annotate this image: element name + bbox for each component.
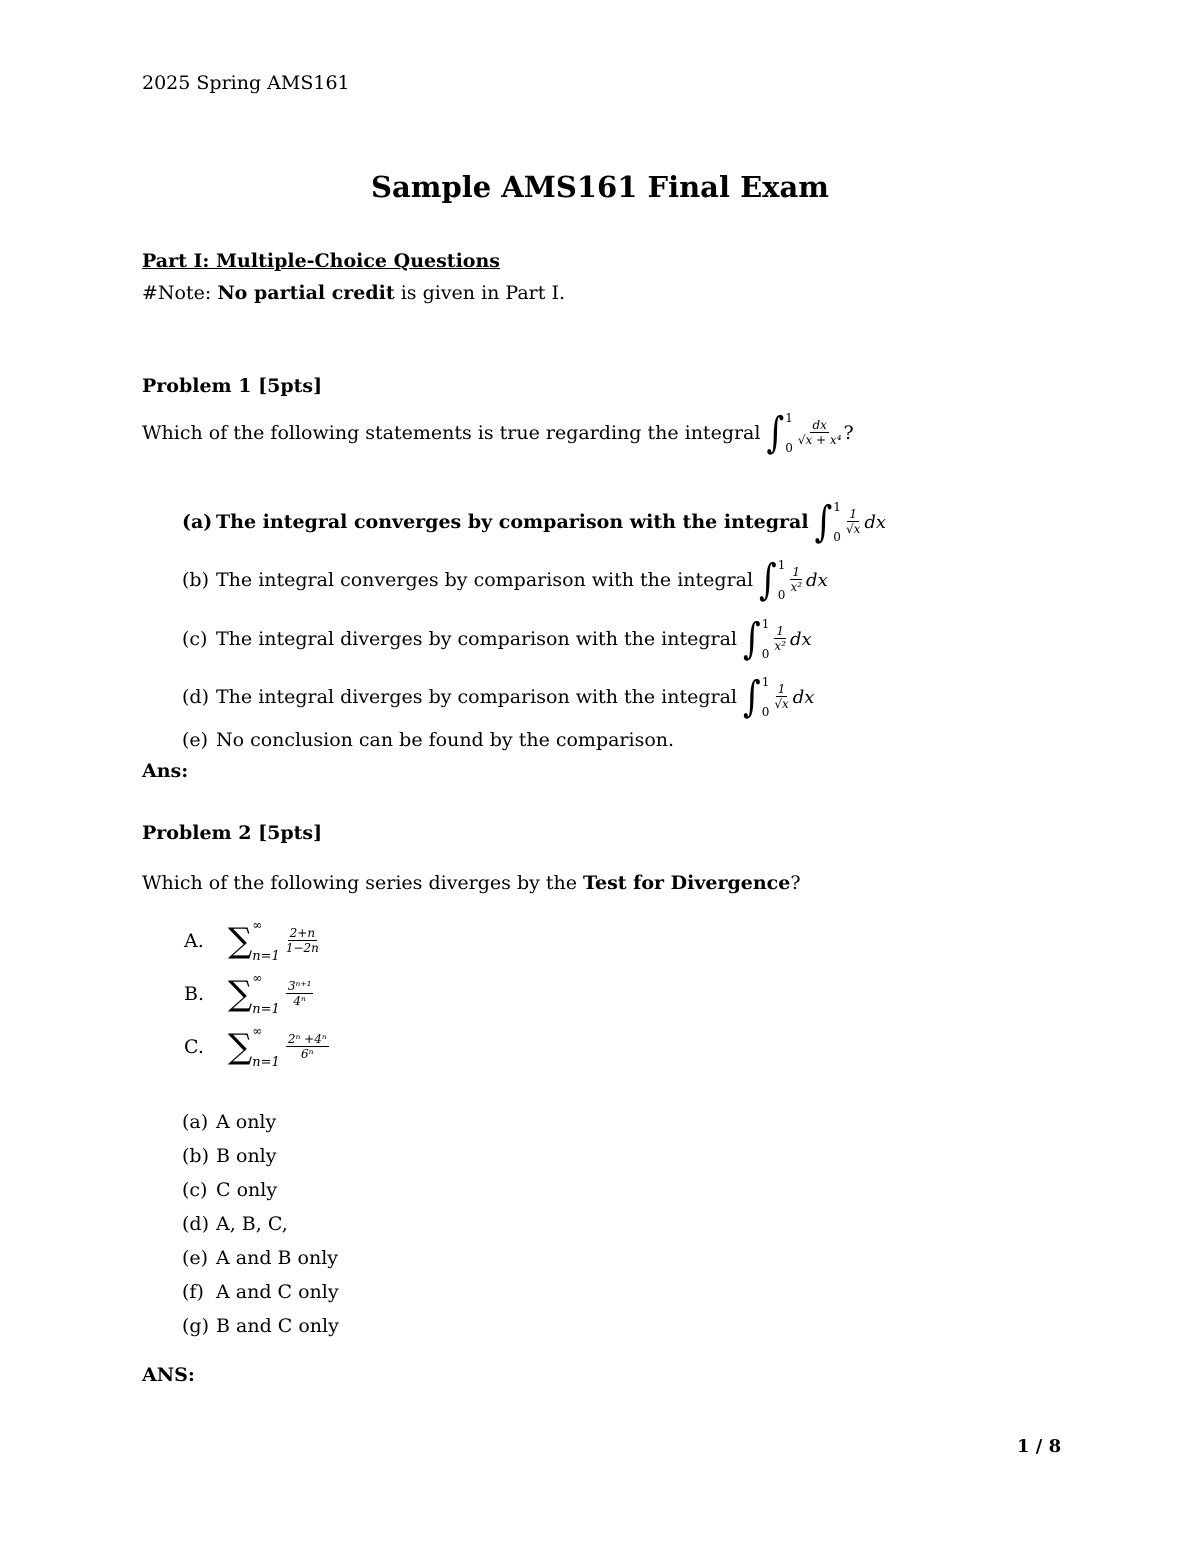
- series-numerator: 3ⁿ⁺¹: [287, 978, 312, 993]
- integral-lower: 0: [777, 588, 786, 602]
- sum-limits: [252, 971, 280, 1017]
- page-number: 1 / 8: [1017, 1436, 1062, 1457]
- sigma-sign: ∑: [228, 1027, 253, 1067]
- series-fraction: [286, 1032, 329, 1063]
- note-prefix: #Note:: [142, 282, 218, 304]
- problem2-question-prefix: Which of the following series diverges by the: [142, 872, 584, 894]
- problem2-question-end: ?: [790, 872, 801, 894]
- option-label: (b): [182, 569, 209, 591]
- sum-upper: ∞: [252, 971, 263, 985]
- integral-sign: ∫: [742, 672, 761, 722]
- problem2-question: [142, 872, 801, 894]
- problem1-option-c: [182, 614, 812, 664]
- integral-sign: ∫: [742, 614, 761, 664]
- option-label: (g): [182, 1315, 209, 1337]
- problem2-option-g: [182, 1315, 339, 1337]
- fraction-numerator: 1: [776, 623, 784, 638]
- series-denominator: 1−2n: [285, 940, 319, 955]
- series-denominator: 6ⁿ: [301, 1046, 314, 1061]
- problem1-integral: [766, 408, 843, 458]
- fraction-denominator: √x: [774, 696, 789, 711]
- series-denominator: 4ⁿ: [293, 993, 306, 1008]
- problem2-heading: Problem 2 [5pts]: [142, 822, 323, 844]
- integral-limits: [833, 500, 841, 544]
- integral-limits: [785, 411, 793, 455]
- problem1-question-text: Which of the following statements is true regarding the integral: [142, 422, 761, 444]
- problem1-option-a: [182, 497, 887, 547]
- option-dx: dx: [806, 569, 828, 591]
- integral-upper: 1: [777, 558, 786, 572]
- problem1-heading: Problem 1 [5pts]: [142, 375, 323, 397]
- option-label: (c): [182, 628, 208, 650]
- note-bold: No partial credit: [217, 282, 395, 304]
- option-label: (e): [182, 729, 209, 751]
- option-fraction: [790, 565, 802, 596]
- part1-note: [142, 282, 565, 304]
- option-label: (e): [182, 1247, 209, 1269]
- sum-upper: ∞: [252, 918, 263, 932]
- option-text: The integral diverges by comparison with the integral: [216, 628, 737, 650]
- sum-lower: n=1: [252, 1002, 280, 1017]
- problem1-option-b: [182, 555, 828, 605]
- sigma-sign: ∑: [228, 921, 253, 961]
- option-text: No conclusion can be found by the comparison.: [216, 729, 675, 751]
- page-title: Sample AMS161 Final Exam: [371, 170, 829, 204]
- option-label: (a): [182, 511, 213, 533]
- integral-sign: ∫: [814, 497, 833, 547]
- option-dx: dx: [789, 628, 812, 650]
- option-label: (d): [182, 686, 209, 708]
- series-b: [184, 971, 315, 1017]
- option-text: The integral converges by comparison with the integral: [216, 569, 754, 591]
- problem2-option-a: [182, 1111, 276, 1133]
- problem1-answer-label: Ans:: [142, 760, 189, 782]
- problem2-answer-label: ANS:: [142, 1364, 195, 1386]
- option-text: The integral converges by comparison with the integral: [216, 511, 809, 533]
- problem1-question: [142, 408, 854, 458]
- integral-limits: [762, 675, 770, 719]
- problem2-option-c: [182, 1179, 277, 1201]
- option-text: A only: [216, 1111, 277, 1133]
- integral-denominator: √x + x⁴: [797, 432, 842, 447]
- problem2-option-d: [182, 1213, 288, 1235]
- option-dx: dx: [792, 686, 815, 708]
- series-label: A.: [184, 930, 204, 952]
- option-text: C only: [216, 1179, 278, 1201]
- fraction-numerator: 1: [777, 681, 786, 696]
- page-header: 2025 Spring AMS161: [142, 72, 350, 94]
- option-text: A and B only: [216, 1247, 339, 1269]
- problem2-question-bold: Test for Divergence: [583, 872, 791, 894]
- fraction-denominator: x²: [774, 638, 786, 653]
- option-label: (b): [182, 1145, 209, 1167]
- option-label: (f): [182, 1281, 204, 1303]
- series-sum: [228, 918, 321, 964]
- integral-lower: 0: [761, 647, 770, 661]
- option-text: The integral diverges by comparison with the integral: [216, 686, 737, 708]
- problem1-question-end: ?: [843, 422, 854, 444]
- option-integral: [742, 672, 815, 722]
- integral-lower: 0: [785, 441, 793, 455]
- series-sum: [228, 1024, 331, 1070]
- integral-fraction: [798, 418, 842, 449]
- option-text: B and C only: [216, 1315, 339, 1337]
- option-label: (c): [182, 1179, 208, 1201]
- problem2-option-e: [182, 1247, 338, 1269]
- problem2-option-f: [182, 1281, 339, 1303]
- option-integral: [814, 497, 887, 547]
- option-integral: [742, 614, 812, 664]
- problem1-option-e: [182, 729, 674, 751]
- fraction-numerator: 1: [792, 564, 801, 579]
- series-label: C.: [184, 1036, 204, 1058]
- sigma-sign: ∑: [228, 974, 253, 1014]
- option-integral: [759, 555, 828, 605]
- fraction-denominator: √x: [845, 521, 861, 536]
- option-label: (a): [182, 1111, 209, 1133]
- sum-lower: n=1: [252, 949, 280, 964]
- series-fraction: [286, 926, 319, 957]
- option-text: A and C only: [216, 1281, 339, 1303]
- sum-lower: n=1: [252, 1055, 280, 1070]
- integral-upper: 1: [761, 675, 770, 689]
- integral-upper: 1: [833, 500, 841, 514]
- option-text: A, B, C,: [216, 1213, 288, 1235]
- option-fraction: [774, 624, 786, 655]
- integral-sign: ∫: [759, 555, 777, 605]
- option-fraction: [846, 507, 860, 538]
- series-numerator: 2ⁿ +4ⁿ: [287, 1031, 327, 1046]
- part1-heading: Part I: Multiple-Choice Questions: [142, 250, 500, 272]
- sum-limits: [252, 1024, 280, 1070]
- problem1-option-d: [182, 672, 815, 722]
- problem2-option-b: [182, 1145, 277, 1167]
- integral-limits: [762, 617, 770, 661]
- option-text: B only: [216, 1145, 277, 1167]
- integral-lower: 0: [833, 530, 841, 544]
- option-label: (d): [182, 1213, 209, 1235]
- integral-upper: 1: [785, 411, 793, 425]
- fraction-numerator: 1: [849, 506, 857, 521]
- series-numerator: 2+n: [289, 925, 316, 940]
- series-fraction: [286, 979, 314, 1010]
- option-dx: dx: [864, 511, 887, 533]
- series-a: [184, 918, 321, 964]
- integral-lower: 0: [761, 705, 770, 719]
- integral-numerator: dx: [812, 417, 827, 432]
- note-suffix: is given in Part I.: [394, 282, 565, 304]
- series-c: [184, 1024, 331, 1070]
- fraction-denominator: x²: [790, 579, 803, 594]
- series-label: B.: [184, 983, 205, 1005]
- series-sum: [228, 971, 315, 1017]
- option-fraction: [774, 682, 788, 713]
- integral-upper: 1: [761, 617, 770, 631]
- integral-limits: [778, 558, 786, 602]
- sum-limits: [252, 918, 280, 964]
- sum-upper: ∞: [252, 1024, 263, 1038]
- integral-sign: ∫: [766, 408, 785, 458]
